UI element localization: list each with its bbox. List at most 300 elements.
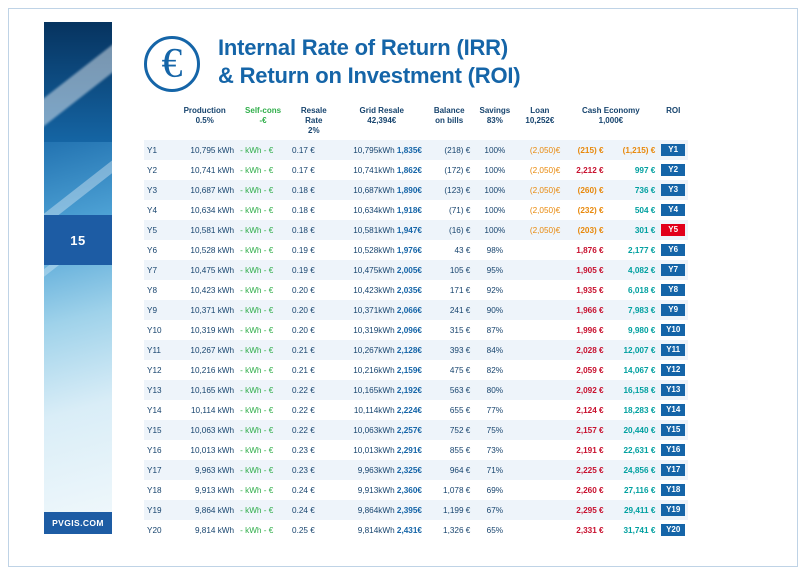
cell-cash-economy-annual: 1,905 € [563, 260, 606, 280]
cell-cash-economy-annual: 2,092 € [563, 380, 606, 400]
cell-savings: 80% [473, 380, 516, 400]
roi-badge: Y10 [661, 324, 685, 337]
page-title [218, 34, 520, 90]
cell-roi [658, 520, 688, 540]
cell-balance: 1,326 € [425, 520, 473, 540]
cell-loan [516, 280, 563, 300]
cell-savings: 100% [473, 180, 516, 200]
roi-badge: Y4 [661, 204, 685, 217]
pvgis-logo-badge [44, 512, 112, 534]
cell-cash-economy-annual: 2,124 € [563, 400, 606, 420]
cell-production: 10,114 kWh [172, 400, 237, 420]
cell-self-consumption: - kWh - € [237, 220, 289, 240]
roi-badge: Y11 [661, 344, 685, 357]
cell-roi [658, 380, 688, 400]
page-title-line-2: & Return on Investment (ROI) [218, 63, 521, 89]
cell-resale-rate: 0.22 € [289, 400, 339, 420]
table-row [144, 200, 688, 220]
cell-self-consumption: - kWh - € [237, 400, 289, 420]
column-header-roi [658, 105, 688, 140]
column-header-production-main: Production [183, 106, 226, 115]
cell-self-consumption: - kWh - € [237, 440, 289, 460]
cell-self-consumption: - kWh - € [237, 480, 289, 500]
roi-badge: Y3 [661, 184, 685, 197]
cell-grid-resale-kwh: 10,114kWh [353, 405, 397, 415]
cell-savings: 65% [473, 520, 516, 540]
cell-year: Y6 [144, 240, 172, 260]
cell-roi [658, 240, 688, 260]
cell-grid-resale-eur: 2,257€ [396, 425, 422, 435]
cell-roi [658, 400, 688, 420]
cell-loan [516, 440, 563, 460]
cell-savings: 69% [473, 480, 516, 500]
cell-self-consumption: - kWh - € [237, 320, 289, 340]
cell-grid-resale-eur: 1,890€ [396, 185, 422, 195]
cell-cash-economy-cumulative: 22,631 € [607, 440, 659, 460]
cell-cash-economy-annual: 2,059 € [563, 360, 606, 380]
cell-cash-economy-cumulative: 301 € [607, 220, 659, 240]
cell-loan [516, 400, 563, 420]
cell-cash-economy-cumulative: 2,177 € [607, 240, 659, 260]
euro-symbol-icon [144, 36, 200, 92]
cell-cash-economy-cumulative: 7,983 € [607, 300, 659, 320]
cell-balance: 655 € [425, 400, 473, 420]
cell-cash-economy-annual: 1,876 € [563, 240, 606, 260]
cell-cash-economy-cumulative: 27,116 € [607, 480, 659, 500]
roi-badge: Y1 [661, 144, 685, 157]
cell-savings: 98% [473, 240, 516, 260]
cell-grid-resale [339, 320, 425, 340]
cell-loan [516, 520, 563, 540]
roi-badge: Y18 [661, 484, 685, 497]
cell-grid-resale-eur: 1,947€ [396, 225, 422, 235]
cell-resale-rate: 0.19 € [289, 240, 339, 260]
cell-savings: 84% [473, 340, 516, 360]
cell-grid-resale-kwh: 10,741kWh [353, 165, 397, 175]
cell-grid-resale [339, 180, 425, 200]
cell-resale-rate: 0.24 € [289, 480, 339, 500]
cell-balance: 563 € [425, 380, 473, 400]
cell-grid-resale-kwh: 9,864kWh [357, 505, 397, 515]
cell-cash-economy-cumulative: 736 € [607, 180, 659, 200]
cell-grid-resale-kwh: 10,423kWh [353, 285, 397, 295]
cell-cash-economy-cumulative: 18,283 € [607, 400, 659, 420]
cell-self-consumption: - kWh - € [237, 180, 289, 200]
cell-year: Y12 [144, 360, 172, 380]
column-header-balance-sub: on bills [435, 116, 464, 125]
page-number-badge [44, 215, 112, 265]
column-header-resale-rate-sub: 2% [308, 126, 320, 135]
cell-cash-economy-annual: (215) € [563, 140, 606, 160]
cell-resale-rate: 0.20 € [289, 300, 339, 320]
column-header-resale-rate-main: Resale Rate [300, 106, 327, 125]
cell-balance: 241 € [425, 300, 473, 320]
table-row [144, 220, 688, 240]
cell-grid-resale-eur: 1,976€ [396, 245, 422, 255]
cell-savings: 75% [473, 420, 516, 440]
cell-loan [516, 500, 563, 520]
column-header-savings-sub: 83% [486, 116, 503, 125]
cell-self-consumption: - kWh - € [237, 340, 289, 360]
roi-badge: Y9 [661, 304, 685, 317]
cell-roi [658, 180, 688, 200]
column-header-roi-main: ROI [666, 106, 681, 115]
cell-year: Y13 [144, 380, 172, 400]
cell-grid-resale [339, 220, 425, 240]
cell-cash-economy-annual: (260) € [563, 180, 606, 200]
roi-badge: Y8 [661, 284, 685, 297]
cell-balance: (218) € [425, 140, 473, 160]
cell-grid-resale [339, 240, 425, 260]
cell-resale-rate: 0.21 € [289, 360, 339, 380]
cell-grid-resale-kwh: 10,216kWh [353, 365, 397, 375]
column-header-balance [425, 105, 473, 140]
cell-grid-resale [339, 260, 425, 280]
cell-grid-resale-eur: 1,835€ [396, 145, 422, 155]
cell-grid-resale [339, 340, 425, 360]
cell-production: 10,319 kWh [172, 320, 237, 340]
cell-loan [516, 300, 563, 320]
cell-production: 10,687 kWh [172, 180, 237, 200]
cell-cash-economy-annual: (232) € [563, 200, 606, 220]
cell-production: 9,913 kWh [172, 480, 237, 500]
cell-resale-rate: 0.22 € [289, 420, 339, 440]
cell-self-consumption: - kWh - € [237, 240, 289, 260]
cell-cash-economy-cumulative: 9,980 € [607, 320, 659, 340]
cell-grid-resale-eur: 2,192€ [396, 385, 422, 395]
cell-production: 10,013 kWh [172, 440, 237, 460]
pvgis-logo-label: PVGIS.COM [52, 518, 104, 528]
cell-roi [658, 340, 688, 360]
roi-badge: Y20 [661, 524, 685, 537]
cell-cash-economy-annual: 1,966 € [563, 300, 606, 320]
cell-savings: 95% [473, 260, 516, 280]
cell-cash-economy-annual: 2,331 € [563, 520, 606, 540]
cell-grid-resale-kwh: 9,913kWh [357, 485, 397, 495]
cell-roi [658, 140, 688, 160]
cell-grid-resale-eur: 2,035€ [396, 285, 422, 295]
column-header-grid-resale [339, 105, 425, 140]
cell-resale-rate: 0.21 € [289, 340, 339, 360]
cell-production: 10,371 kWh [172, 300, 237, 320]
cell-self-consumption: - kWh - € [237, 520, 289, 540]
column-header-grid-resale-sub: 42,394€ [367, 116, 397, 125]
cell-grid-resale-kwh: 10,165kWh [353, 385, 397, 395]
cell-production: 10,475 kWh [172, 260, 237, 280]
cell-grid-resale-eur: 2,291€ [396, 445, 422, 455]
column-header-grid-resale-main: Grid Resale [359, 106, 404, 115]
cell-grid-resale [339, 300, 425, 320]
cell-year: Y14 [144, 400, 172, 420]
cell-self-consumption: - kWh - € [237, 380, 289, 400]
cell-production: 10,528 kWh [172, 240, 237, 260]
cell-self-consumption: - kWh - € [237, 140, 289, 160]
cell-grid-resale-eur: 1,918€ [396, 205, 422, 215]
roi-badge: Y19 [661, 504, 685, 517]
cell-year: Y2 [144, 160, 172, 180]
table-row [144, 500, 688, 520]
cell-grid-resale-eur: 2,224€ [396, 405, 422, 415]
table-row [144, 440, 688, 460]
cell-savings: 82% [473, 360, 516, 380]
cell-cash-economy-cumulative: 29,411 € [607, 500, 659, 520]
table-row [144, 240, 688, 260]
cell-grid-resale [339, 420, 425, 440]
cell-self-consumption: - kWh - € [237, 460, 289, 480]
cell-balance: 1,078 € [425, 480, 473, 500]
cell-roi [658, 460, 688, 480]
cell-roi [658, 260, 688, 280]
table-row [144, 140, 688, 160]
roi-badge: Y6 [661, 244, 685, 257]
cell-cash-economy-cumulative: 504 € [607, 200, 659, 220]
cell-savings: 73% [473, 440, 516, 460]
cell-production: 9,963 kWh [172, 460, 237, 480]
cell-cash-economy-cumulative: 4,082 € [607, 260, 659, 280]
column-header-year [144, 105, 172, 140]
cell-balance: 315 € [425, 320, 473, 340]
cell-balance: (16) € [425, 220, 473, 240]
irr-roi-table-wrapper [144, 105, 688, 540]
cell-production: 10,581 kWh [172, 220, 237, 240]
cell-loan: (2,050)€ [516, 180, 563, 200]
cell-grid-resale-kwh: 10,371kWh [353, 305, 397, 315]
cell-self-consumption: - kWh - € [237, 300, 289, 320]
cell-self-consumption: - kWh - € [237, 200, 289, 220]
column-header-loan-main: Loan [530, 106, 550, 115]
cell-loan [516, 320, 563, 340]
cell-resale-rate: 0.19 € [289, 260, 339, 280]
cell-cash-economy-annual: 2,212 € [563, 160, 606, 180]
column-header-cash-economy [563, 105, 658, 140]
cell-balance: (123) € [425, 180, 473, 200]
cell-resale-rate: 0.20 € [289, 280, 339, 300]
cell-savings: 100% [473, 140, 516, 160]
cell-cash-economy-cumulative: 14,067 € [607, 360, 659, 380]
cell-grid-resale-eur: 2,096€ [396, 325, 422, 335]
roi-badge: Y13 [661, 384, 685, 397]
table-header-row [144, 105, 688, 140]
cell-resale-rate: 0.23 € [289, 440, 339, 460]
cell-resale-rate: 0.18 € [289, 200, 339, 220]
cell-grid-resale-kwh: 10,267kWh [353, 345, 397, 355]
cell-grid-resale-kwh: 9,963kWh [357, 465, 397, 475]
cell-grid-resale-kwh: 10,795kWh [353, 145, 397, 155]
roi-badge: Y12 [661, 364, 685, 377]
table-row [144, 420, 688, 440]
cell-year: Y18 [144, 480, 172, 500]
cell-production: 9,814 kWh [172, 520, 237, 540]
cell-balance: 855 € [425, 440, 473, 460]
cell-year: Y20 [144, 520, 172, 540]
cell-cash-economy-annual: 2,157 € [563, 420, 606, 440]
cell-year: Y8 [144, 280, 172, 300]
cell-loan: (2,050)€ [516, 160, 563, 180]
cell-grid-resale-kwh: 10,063kWh [353, 425, 397, 435]
cell-grid-resale-eur: 2,325€ [396, 465, 422, 475]
column-header-self-cons-main: Self-cons [245, 106, 282, 115]
cell-grid-resale-kwh: 10,634kWh [353, 205, 397, 215]
cell-savings: 67% [473, 500, 516, 520]
cell-cash-economy-annual: 1,935 € [563, 280, 606, 300]
cell-year: Y10 [144, 320, 172, 340]
column-header-loan-sub: 10,252€ [525, 116, 555, 125]
cell-balance: 752 € [425, 420, 473, 440]
column-header-savings [473, 105, 516, 140]
cell-roi [658, 420, 688, 440]
cell-year: Y15 [144, 420, 172, 440]
cell-grid-resale [339, 440, 425, 460]
table-row [144, 160, 688, 180]
cell-grid-resale-kwh: 10,319kWh [353, 325, 397, 335]
cell-cash-economy-cumulative: 24,856 € [607, 460, 659, 480]
euro-glyph: € [161, 41, 183, 87]
cell-balance: 393 € [425, 340, 473, 360]
cell-loan: (2,050)€ [516, 220, 563, 240]
cell-grid-resale [339, 520, 425, 540]
cell-cash-economy-annual: 2,260 € [563, 480, 606, 500]
cell-cash-economy-annual: (203) € [563, 220, 606, 240]
cell-loan [516, 380, 563, 400]
cell-grid-resale-kwh: 10,528kWh [353, 245, 397, 255]
cell-cash-economy-annual: 2,295 € [563, 500, 606, 520]
table-row [144, 520, 688, 540]
cell-self-consumption: - kWh - € [237, 360, 289, 380]
cell-grid-resale [339, 460, 425, 480]
cell-cash-economy-cumulative: 997 € [607, 160, 659, 180]
cell-savings: 100% [473, 220, 516, 240]
cell-year: Y9 [144, 300, 172, 320]
column-header-self-cons-sub: -€ [259, 116, 267, 125]
table-row [144, 460, 688, 480]
cell-grid-resale [339, 500, 425, 520]
cell-production: 10,216 kWh [172, 360, 237, 380]
cell-year: Y5 [144, 220, 172, 240]
cell-cash-economy-annual: 2,225 € [563, 460, 606, 480]
cell-cash-economy-cumulative: 12,007 € [607, 340, 659, 360]
cell-self-consumption: - kWh - € [237, 500, 289, 520]
page-title-line-1: Internal Rate of Return (IRR) [218, 35, 508, 60]
cell-loan [516, 460, 563, 480]
cell-cash-economy-cumulative: 16,158 € [607, 380, 659, 400]
cell-production: 10,795 kWh [172, 140, 237, 160]
column-header-loan [516, 105, 563, 140]
cell-savings: 77% [473, 400, 516, 420]
cell-savings: 100% [473, 160, 516, 180]
cell-cash-economy-cumulative: (1,215) € [607, 140, 659, 160]
cell-resale-rate: 0.18 € [289, 180, 339, 200]
cell-year: Y11 [144, 340, 172, 360]
cell-self-consumption: - kWh - € [237, 260, 289, 280]
table-body [144, 140, 688, 540]
cell-savings: 87% [473, 320, 516, 340]
table-row [144, 480, 688, 500]
cell-cash-economy-annual: 2,191 € [563, 440, 606, 460]
cell-grid-resale [339, 380, 425, 400]
irr-roi-table [144, 105, 688, 540]
column-header-savings-main: Savings [479, 106, 511, 115]
cell-resale-rate: 0.22 € [289, 380, 339, 400]
cell-resale-rate: 0.17 € [289, 160, 339, 180]
cell-roi [658, 360, 688, 380]
table-row [144, 180, 688, 200]
table-row [144, 400, 688, 420]
cell-grid-resale [339, 140, 425, 160]
cell-grid-resale [339, 400, 425, 420]
cell-balance: 1,199 € [425, 500, 473, 520]
cell-year: Y1 [144, 140, 172, 160]
table-row [144, 360, 688, 380]
cell-grid-resale-kwh: 10,475kWh [353, 265, 397, 275]
cell-cash-economy-cumulative: 20,440 € [607, 420, 659, 440]
cell-production: 10,634 kWh [172, 200, 237, 220]
cell-resale-rate: 0.18 € [289, 220, 339, 240]
roi-badge: Y5 [661, 224, 685, 237]
cell-grid-resale-eur: 2,066€ [396, 305, 422, 315]
column-header-balance-main: Balance [433, 106, 465, 115]
table-row [144, 380, 688, 400]
cell-roi [658, 440, 688, 460]
cell-balance: (71) € [425, 200, 473, 220]
table-row [144, 340, 688, 360]
cell-roi [658, 500, 688, 520]
table-row [144, 300, 688, 320]
cell-savings: 90% [473, 300, 516, 320]
cell-loan [516, 480, 563, 500]
cell-roi [658, 200, 688, 220]
cell-balance: (172) € [425, 160, 473, 180]
decorative-solar-panel-image [44, 22, 112, 512]
column-header-production [172, 105, 237, 140]
page-title-block [144, 34, 520, 92]
column-header-self-cons [237, 105, 289, 140]
table-row [144, 280, 688, 300]
cell-loan [516, 420, 563, 440]
cell-resale-rate: 0.25 € [289, 520, 339, 540]
cell-year: Y3 [144, 180, 172, 200]
cell-savings: 100% [473, 200, 516, 220]
cell-year: Y16 [144, 440, 172, 460]
cell-balance: 475 € [425, 360, 473, 380]
cell-loan: (2,050)€ [516, 140, 563, 160]
cell-self-consumption: - kWh - € [237, 160, 289, 180]
cell-year: Y19 [144, 500, 172, 520]
table-row [144, 320, 688, 340]
cell-loan [516, 340, 563, 360]
roi-badge: Y17 [661, 464, 685, 477]
cell-year: Y4 [144, 200, 172, 220]
cell-roi [658, 220, 688, 240]
cell-roi [658, 160, 688, 180]
cell-grid-resale-kwh: 10,687kWh [353, 185, 397, 195]
column-header-resale-rate [289, 105, 339, 140]
cell-grid-resale-kwh: 9,814kWh [357, 525, 397, 535]
cell-grid-resale-eur: 2,431€ [396, 525, 422, 535]
cell-savings: 92% [473, 280, 516, 300]
cell-self-consumption: - kWh - € [237, 280, 289, 300]
cell-balance: 171 € [425, 280, 473, 300]
table-row [144, 260, 688, 280]
cell-resale-rate: 0.23 € [289, 460, 339, 480]
cell-grid-resale [339, 360, 425, 380]
cell-grid-resale-kwh: 10,013kWh [353, 445, 397, 455]
cell-grid-resale-eur: 2,005€ [396, 265, 422, 275]
cell-grid-resale [339, 480, 425, 500]
cell-grid-resale-eur: 1,862€ [396, 165, 422, 175]
cell-roi [658, 280, 688, 300]
cell-production: 10,741 kWh [172, 160, 237, 180]
cell-cash-economy-cumulative: 31,741 € [607, 520, 659, 540]
